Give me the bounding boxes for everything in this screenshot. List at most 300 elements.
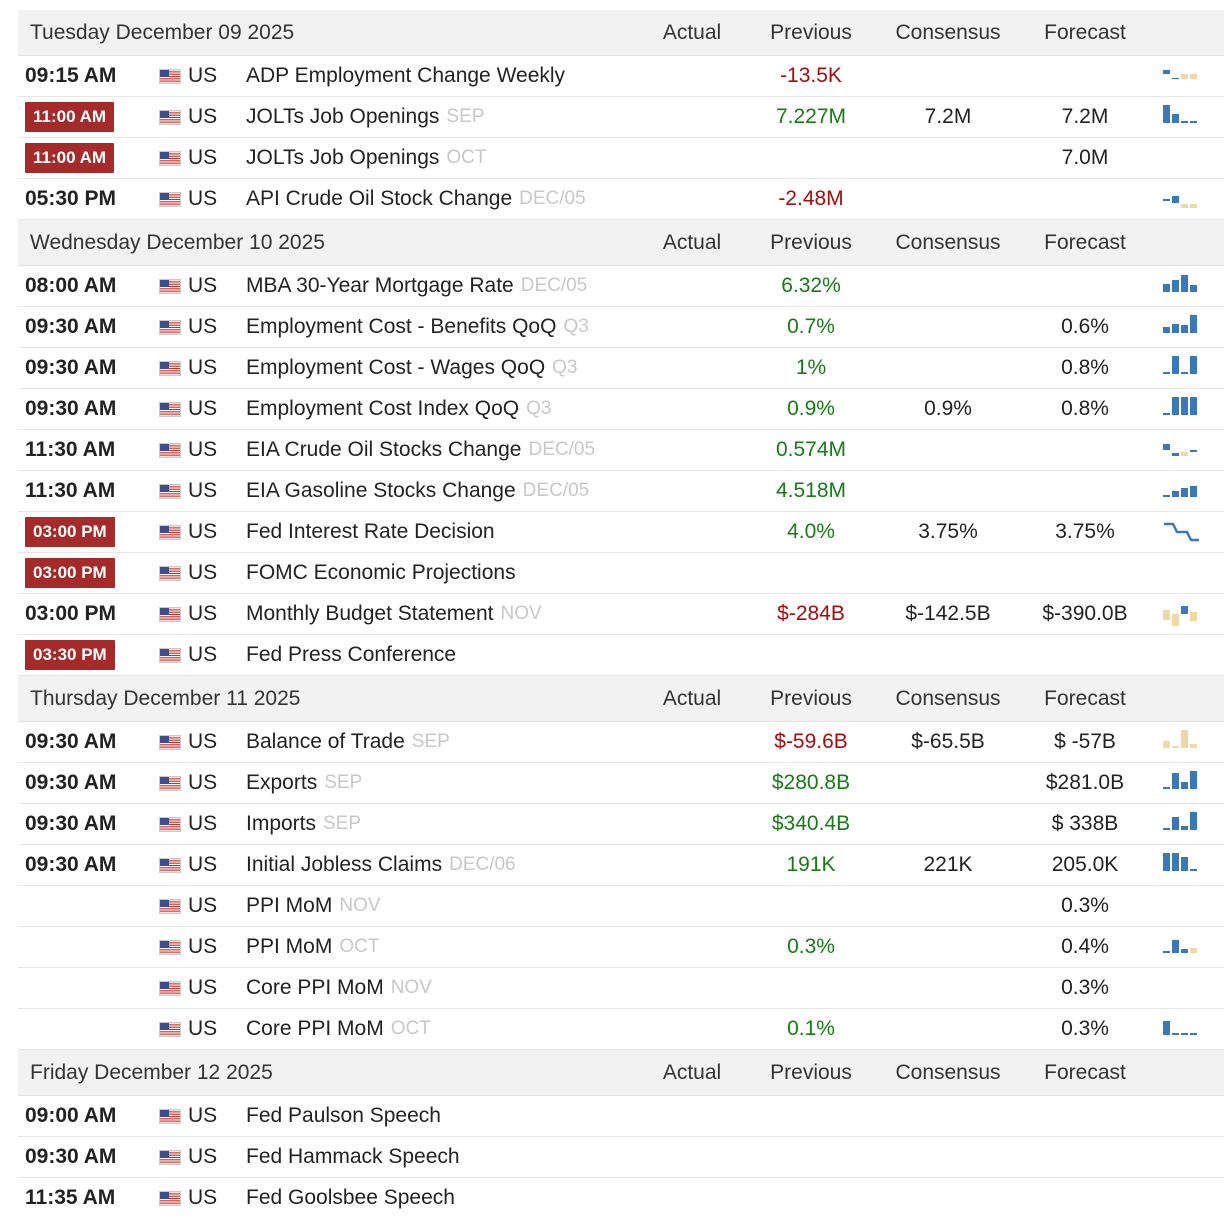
event-row[interactable] [18,1137,1224,1178]
event-name-link[interactable]: Fed Goolsbee Speech [246,1186,455,1209]
event-previous: -13.5K [780,64,842,87]
us-flag-icon [159,594,181,634]
event-name-link[interactable]: Fed Paulson Speech [246,1104,441,1127]
event-actual [624,886,760,926]
event-country: US [188,894,218,917]
column-header-actual: Actual [662,686,722,710]
event-consensus [880,179,1016,219]
event-name-cell[interactable] [246,968,432,1008]
event-forecast: 0.8% [1061,356,1109,379]
event-name-cell[interactable] [246,763,362,803]
event-country: US [188,438,218,461]
event-name-cell[interactable] [246,1137,460,1177]
event-reference-period: OCT [339,936,380,957]
event-actual [624,722,760,762]
event-row[interactable] [18,927,1224,968]
event-reference-period: SEP [324,772,363,793]
event-country: US [188,976,218,999]
event-consensus: $-65.5B [911,730,985,753]
event-reference-period: NOV [390,977,432,998]
us-flag-icon [159,1178,181,1218]
event-forecast: 7.0M [1061,146,1109,169]
us-flag-icon [159,138,181,178]
event-name-cell[interactable] [246,512,495,552]
event-name-link[interactable]: Initial Jobless Claims [246,853,443,876]
event-time-text: 11:35 AM [25,1186,116,1209]
column-header-forecast: Forecast [1044,20,1126,44]
us-flag-icon [159,804,181,844]
event-country: US [188,771,218,794]
event-previous [743,1137,879,1177]
sparkline-empty [1158,1178,1204,1218]
event-country: US [188,1145,218,1168]
event-name-link[interactable]: JOLTs Job Openings [246,146,440,169]
day-header [18,676,1224,722]
event-previous: 6.32% [781,274,841,297]
event-previous: -2.48M [778,187,844,210]
event-row[interactable] [18,722,1224,763]
event-row[interactable] [18,430,1224,471]
event-actual [624,389,760,429]
event-name-cell[interactable] [246,722,450,762]
event-forecast [1017,1178,1153,1218]
event-time [25,512,115,552]
event-time-badge: 03:00 PM [25,558,115,588]
event-previous [743,1096,879,1136]
bar-sparkline-icon[interactable] [1158,804,1204,844]
event-previous [743,138,879,178]
event-country: US [188,1186,218,1209]
event-consensus [880,1009,1016,1049]
event-forecast [1017,1096,1153,1136]
us-flag-icon [159,927,181,967]
event-time-badge: 11:00 AM [25,143,114,173]
event-country: US [188,315,218,338]
us-flag-icon [159,1096,181,1136]
event-actual [624,845,760,885]
event-row[interactable] [18,1096,1224,1137]
event-name-link[interactable]: ADP Employment Change Weekly [246,64,566,87]
event-time [25,307,116,347]
event-name-link[interactable]: Core PPI MoM [246,1017,384,1040]
event-row[interactable] [18,138,1224,179]
event-time [25,804,116,844]
event-row[interactable] [18,471,1224,512]
us-flag-icon [159,722,181,762]
column-header-actual: Actual [662,230,722,254]
day-header-date: Tuesday December 09 2025 [30,20,295,44]
event-time [25,553,115,593]
day-header [18,1050,1224,1096]
event-actual [624,138,760,178]
event-name-cell[interactable] [246,1096,441,1136]
event-name-cell[interactable] [246,804,361,844]
event-consensus [880,635,1016,675]
event-time-text: 09:30 AM [25,771,117,794]
event-country: US [188,356,218,379]
event-country: US [188,812,218,835]
event-forecast [1017,553,1153,593]
event-time [25,56,116,96]
event-name-cell[interactable] [246,927,379,967]
event-consensus [880,1178,1016,1218]
event-time-text: 03:00 PM [25,602,117,625]
bar-sparkline-icon[interactable] [1158,266,1204,306]
event-actual [624,56,760,96]
event-reference-period: Q3 [563,316,589,337]
bar-sparkline-icon[interactable] [1158,56,1204,96]
event-name-link[interactable]: Monthly Budget Statement [246,602,494,625]
event-name-cell[interactable] [246,1009,431,1049]
event-time-text: 08:00 AM [25,274,117,297]
event-time-text: 09:30 AM [25,853,117,876]
event-time-text: 05:30 PM [25,187,117,210]
event-reference-period: OCT [390,1018,431,1039]
event-forecast: 0.3% [1061,976,1109,999]
event-row[interactable] [18,635,1224,676]
event-forecast [1017,430,1153,470]
event-row[interactable] [18,97,1224,138]
sparkline-empty [1158,635,1204,675]
day-header-date: Wednesday December 10 2025 [30,230,325,254]
event-row[interactable] [18,1009,1224,1050]
event-name-cell[interactable] [246,430,595,470]
event-time [25,763,116,803]
event-name-cell[interactable] [246,179,586,219]
bar-sparkline-icon[interactable] [1158,845,1204,885]
column-header-forecast: Forecast [1044,1060,1126,1084]
bar-sparkline-icon[interactable] [1158,179,1204,219]
event-reference-period: SEP [323,813,362,834]
us-flag-icon [159,266,181,306]
event-consensus [880,763,1016,803]
event-previous: 4.518M [775,479,847,502]
event-actual [624,968,760,1008]
event-reference-period: DEC/05 [528,439,596,460]
event-actual [624,1096,760,1136]
event-time [25,471,115,511]
event-forecast: 0.6% [1061,315,1109,338]
event-consensus: 3.75% [918,520,978,543]
us-flag-icon [159,553,181,593]
event-actual [624,307,760,347]
event-row[interactable] [18,179,1224,220]
event-name-link[interactable]: Employment Cost - Wages QoQ [246,356,546,379]
event-name-link[interactable]: Core PPI MoM [246,976,384,999]
event-time-badge: 11:00 AM [25,102,114,132]
bar-sparkline-icon[interactable] [1158,927,1204,967]
economic-calendar [18,10,1224,1218]
column-header-consensus: Consensus [895,1060,1001,1084]
us-flag-icon [159,179,181,219]
us-flag-icon [159,56,181,96]
event-time [25,348,116,388]
event-name-link[interactable]: Imports [246,812,317,835]
event-previous: 0.7% [787,315,835,338]
event-actual [624,594,760,634]
event-reference-period: Q3 [552,357,578,378]
event-row[interactable] [18,389,1224,430]
event-consensus [880,927,1016,967]
us-flag-icon [159,886,181,926]
us-flag-icon [159,512,181,552]
event-previous [743,886,879,926]
event-row[interactable] [18,845,1224,886]
sparkline-empty [1158,968,1204,1008]
event-time-text: 09:30 AM [25,1145,117,1168]
event-previous: 0.1% [787,1017,835,1040]
event-name-cell[interactable] [246,886,381,926]
us-flag-icon [159,1009,181,1049]
event-country: US [188,105,218,128]
event-time [25,389,116,429]
event-name-link[interactable]: Exports [246,771,318,794]
event-time-text: 09:30 AM [25,356,117,379]
event-time-text: 09:15 AM [25,64,117,87]
event-time [25,97,114,137]
event-consensus [880,471,1016,511]
event-name-link[interactable]: EIA Crude Oil Stocks Change [246,438,522,461]
us-flag-icon [159,845,181,885]
event-time-text: 09:30 AM [25,397,117,420]
event-consensus [880,553,1016,593]
bar-sparkline-icon[interactable] [1158,763,1204,803]
event-actual [624,635,760,675]
event-name-cell[interactable] [246,635,456,675]
event-forecast: 7.2M [1061,105,1109,128]
event-country: US [188,146,218,169]
event-row[interactable] [18,804,1224,845]
event-country: US [188,479,218,502]
event-country: US [188,64,218,87]
event-previous: $340.4B [771,812,851,835]
event-name-link[interactable]: API Crude Oil Stock Change [246,187,513,210]
event-actual [624,430,760,470]
us-flag-icon [159,1137,181,1177]
event-row[interactable] [18,594,1224,635]
event-name-link[interactable]: Fed Press Conference [246,643,457,666]
event-name-link[interactable]: EIA Gasoline Stocks Change [246,479,516,502]
us-flag-icon [159,348,181,388]
event-name-link[interactable]: Employment Cost - Benefits QoQ [246,315,557,338]
event-consensus [880,968,1016,1008]
event-row[interactable] [18,512,1224,553]
event-actual [624,927,760,967]
event-actual [624,553,760,593]
bar-sparkline-icon[interactable] [1158,1009,1204,1049]
event-forecast: 205.0K [1051,853,1119,876]
event-row[interactable] [18,56,1224,97]
us-flag-icon [159,968,181,1008]
event-consensus [880,266,1016,306]
event-time [25,179,116,219]
bar-sparkline-icon[interactable] [1158,389,1204,429]
event-actual [624,512,760,552]
event-country: US [188,187,218,210]
bar-sparkline-icon[interactable] [1158,307,1204,347]
event-name-link[interactable]: PPI MoM [246,894,333,917]
event-forecast [1017,179,1153,219]
event-reference-period: OCT [446,147,487,168]
column-header-actual: Actual [662,1060,722,1084]
event-forecast: 0.4% [1061,935,1109,958]
event-reference-period: DEC/05 [520,275,588,296]
column-header-forecast: Forecast [1044,686,1126,710]
event-name-link[interactable]: PPI MoM [246,935,333,958]
event-consensus [880,886,1016,926]
event-previous: 0.574M [775,438,847,461]
event-time-text: 09:30 AM [25,730,117,753]
bar-sparkline-icon[interactable] [1158,471,1204,511]
event-previous [743,635,879,675]
event-name-link[interactable]: JOLTs Job Openings [246,105,440,128]
event-forecast [1017,56,1153,96]
day-header-date: Thursday December 11 2025 [30,686,301,710]
event-name-cell[interactable] [246,348,578,388]
event-forecast [1017,471,1153,511]
column-header-consensus: Consensus [895,230,1001,254]
column-header-consensus: Consensus [895,686,1001,710]
us-flag-icon [159,97,181,137]
event-name-link[interactable]: Balance of Trade [246,730,405,753]
bar-sparkline-icon[interactable] [1158,348,1204,388]
event-name-cell[interactable] [246,97,484,137]
event-country: US [188,561,218,584]
event-row[interactable] [18,266,1224,307]
event-reference-period: DEC/06 [449,854,516,875]
us-flag-icon [159,763,181,803]
event-country: US [188,853,218,876]
event-name-cell[interactable] [246,845,516,885]
event-time [25,722,116,762]
event-consensus [880,430,1016,470]
day-header [18,220,1224,266]
event-row[interactable] [18,1178,1224,1218]
event-reference-period: NOV [339,895,381,916]
event-time-badge: 03:30 PM [25,640,115,670]
column-header-previous: Previous [770,686,852,710]
event-row[interactable] [18,968,1224,1009]
event-reference-period: SEP [446,106,485,127]
event-country: US [188,1017,218,1040]
event-previous: 4.0% [787,520,835,543]
event-forecast: $-390.0B [1042,602,1128,625]
event-previous: $-284B [777,602,845,625]
event-country: US [188,274,218,297]
event-name-link[interactable]: Employment Cost Index QoQ [246,397,520,420]
event-consensus [880,804,1016,844]
event-time-text: 09:00 AM [25,1104,117,1127]
us-flag-icon [159,430,181,470]
event-actual [624,348,760,388]
event-reference-period: SEP [411,731,450,752]
event-consensus [880,138,1016,178]
us-flag-icon [159,471,181,511]
event-name-link[interactable]: Fed Interest Rate Decision [246,520,495,543]
event-name-cell[interactable] [246,594,542,634]
event-time [25,430,115,470]
event-country: US [188,1104,218,1127]
event-previous: 191K [786,853,836,876]
event-actual [624,804,760,844]
bar-sparkline-icon[interactable] [1158,97,1204,137]
event-time [25,266,116,306]
event-country: US [188,520,218,543]
sparkline-empty [1158,1137,1204,1177]
event-time [25,845,116,885]
column-header-previous: Previous [770,20,852,44]
event-actual [624,1009,760,1049]
event-consensus: 0.9% [924,397,972,420]
event-country: US [188,935,218,958]
step-line-sparkline-icon[interactable] [1158,512,1204,552]
event-name-cell[interactable] [246,553,516,593]
event-forecast [1017,266,1153,306]
event-name-cell[interactable] [246,138,487,178]
sparkline-empty [1158,886,1204,926]
event-name-link[interactable]: Fed Hammack Speech [246,1145,460,1168]
event-consensus [880,348,1016,388]
event-name-cell[interactable] [246,389,551,429]
event-row[interactable] [18,307,1224,348]
event-reference-period: Q3 [526,398,552,419]
event-name-cell[interactable] [246,471,589,511]
event-actual [624,266,760,306]
column-header-actual: Actual [662,20,722,44]
event-actual [624,763,760,803]
bar-sparkline-icon[interactable] [1158,594,1204,634]
event-row[interactable] [18,886,1224,927]
event-country: US [188,643,218,666]
sparkline-empty [1158,138,1204,178]
event-forecast: $ 338B [1051,812,1119,835]
event-time [25,138,114,178]
event-actual [624,179,760,219]
bar-sparkline-icon[interactable] [1158,430,1204,470]
event-name-link[interactable]: MBA 30-Year Mortgage Rate [246,274,514,297]
event-consensus: $-142.5B [905,602,991,625]
event-name-cell[interactable] [246,266,587,306]
us-flag-icon [159,635,181,675]
event-row[interactable] [18,553,1224,594]
event-country: US [188,397,218,420]
sparkline-empty [1158,1096,1204,1136]
event-name-cell[interactable] [246,1178,455,1218]
event-consensus: 221K [923,853,973,876]
day-header-date: Friday December 12 2025 [30,1060,273,1084]
event-name-cell[interactable] [246,307,589,347]
day-header [18,10,1224,56]
event-consensus [880,307,1016,347]
event-name-link[interactable]: FOMC Economic Projections [246,561,516,584]
column-header-consensus: Consensus [895,20,1001,44]
column-header-previous: Previous [770,1060,852,1084]
sparkline-empty [1158,553,1204,593]
event-forecast [1017,635,1153,675]
event-row[interactable] [18,348,1224,389]
event-previous: 0.3% [787,935,835,958]
event-country: US [188,602,218,625]
event-name-cell[interactable] [246,56,565,96]
event-forecast: 0.3% [1061,1017,1109,1040]
bar-sparkline-icon[interactable] [1158,722,1204,762]
event-row[interactable] [18,763,1224,804]
event-time-text: 11:30 AM [25,479,116,502]
event-previous: 7.227M [775,105,847,128]
event-previous: 1% [795,356,827,379]
event-time [25,1096,116,1136]
event-previous [743,1178,879,1218]
